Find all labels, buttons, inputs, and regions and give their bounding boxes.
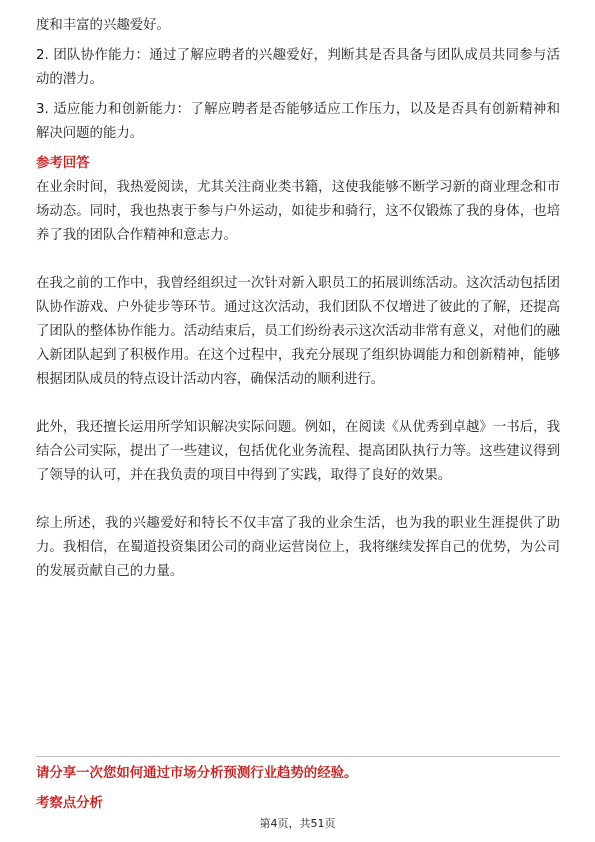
intro-line-1: 度和丰富的兴趣爱好。 [36,18,170,33]
paragraph-gap [36,248,560,272]
intro-line-3: 3. 适应能力和创新能力：了解应聘者是否能够适应工作压力，以及是否具有创新精神和解决问题的能力。 [36,102,560,141]
answer-paragraph-2: 在我之前的工作中，我曾经组织过一次针对新入职员工的拓展训练活动。这次活动包括团队协作游戏、户外徒步等环节。通过这次活动，我们团队不仅增进了彼此的了解，还提高了团队的整体协作能力。活动结束后，员工们纷纷表示这次活动非常有意义，对他们的融入新团队起到了积极作用。在这个过程中，我充分展现了组织协调能力和创新精神，能够根据团队成员的特点设计活动内容，确保活动的顺利进行。 [36,276,560,387]
reference-answer-heading: 参考回答 [36,156,90,171]
section-divider [36,756,560,757]
page-number-footer: 第4页，共51页 [259,817,336,830]
analysis-heading: 考察点分析 [36,796,103,811]
intro-line-2: 2. 团队协作能力：通过了解应聘者的兴趣爱好，判断其是否具备与团队成员共同参与活动的潜力。 [36,48,560,87]
paragraph-gap [36,392,560,416]
answer-paragraph-1: 在业余时间，我热爱阅读，尤其关注商业类书籍，这使我能够不断学习新的商业理念和市场动态。同时，我也热衷于参与户外运动，如徒步和骑行，这不仅锻炼了我的身体，也培养了我的团队合作精神和意志力。 [36,180,560,243]
answer-paragraph-3: 此外，我还擅长运用所学知识解决实际问题。例如，在阅读《从优秀到卓越》一书后，我结合公司实际，提出了一些建议，包括优化业务流程、提高团队执行力等。这些建议得到了领导的认可，并在我负责的项目中得到了实践，取得了良好的效果。 [36,420,560,483]
main-content [36,14,560,584]
next-question-title: 请分享一次您如何通过市场分析预测行业趋势的经验。 [36,766,358,781]
paragraph-gap [36,488,560,512]
answer-paragraph-4: 综上所述，我的兴趣爱好和特长不仅丰富了我的业余生活，也为我的职业生涯提供了助力。我相信，在蜀道投资集团公司的商业运营岗位上，我将继续发挥自己的优势，为公司的发展贡献自己的力量。 [36,516,560,579]
